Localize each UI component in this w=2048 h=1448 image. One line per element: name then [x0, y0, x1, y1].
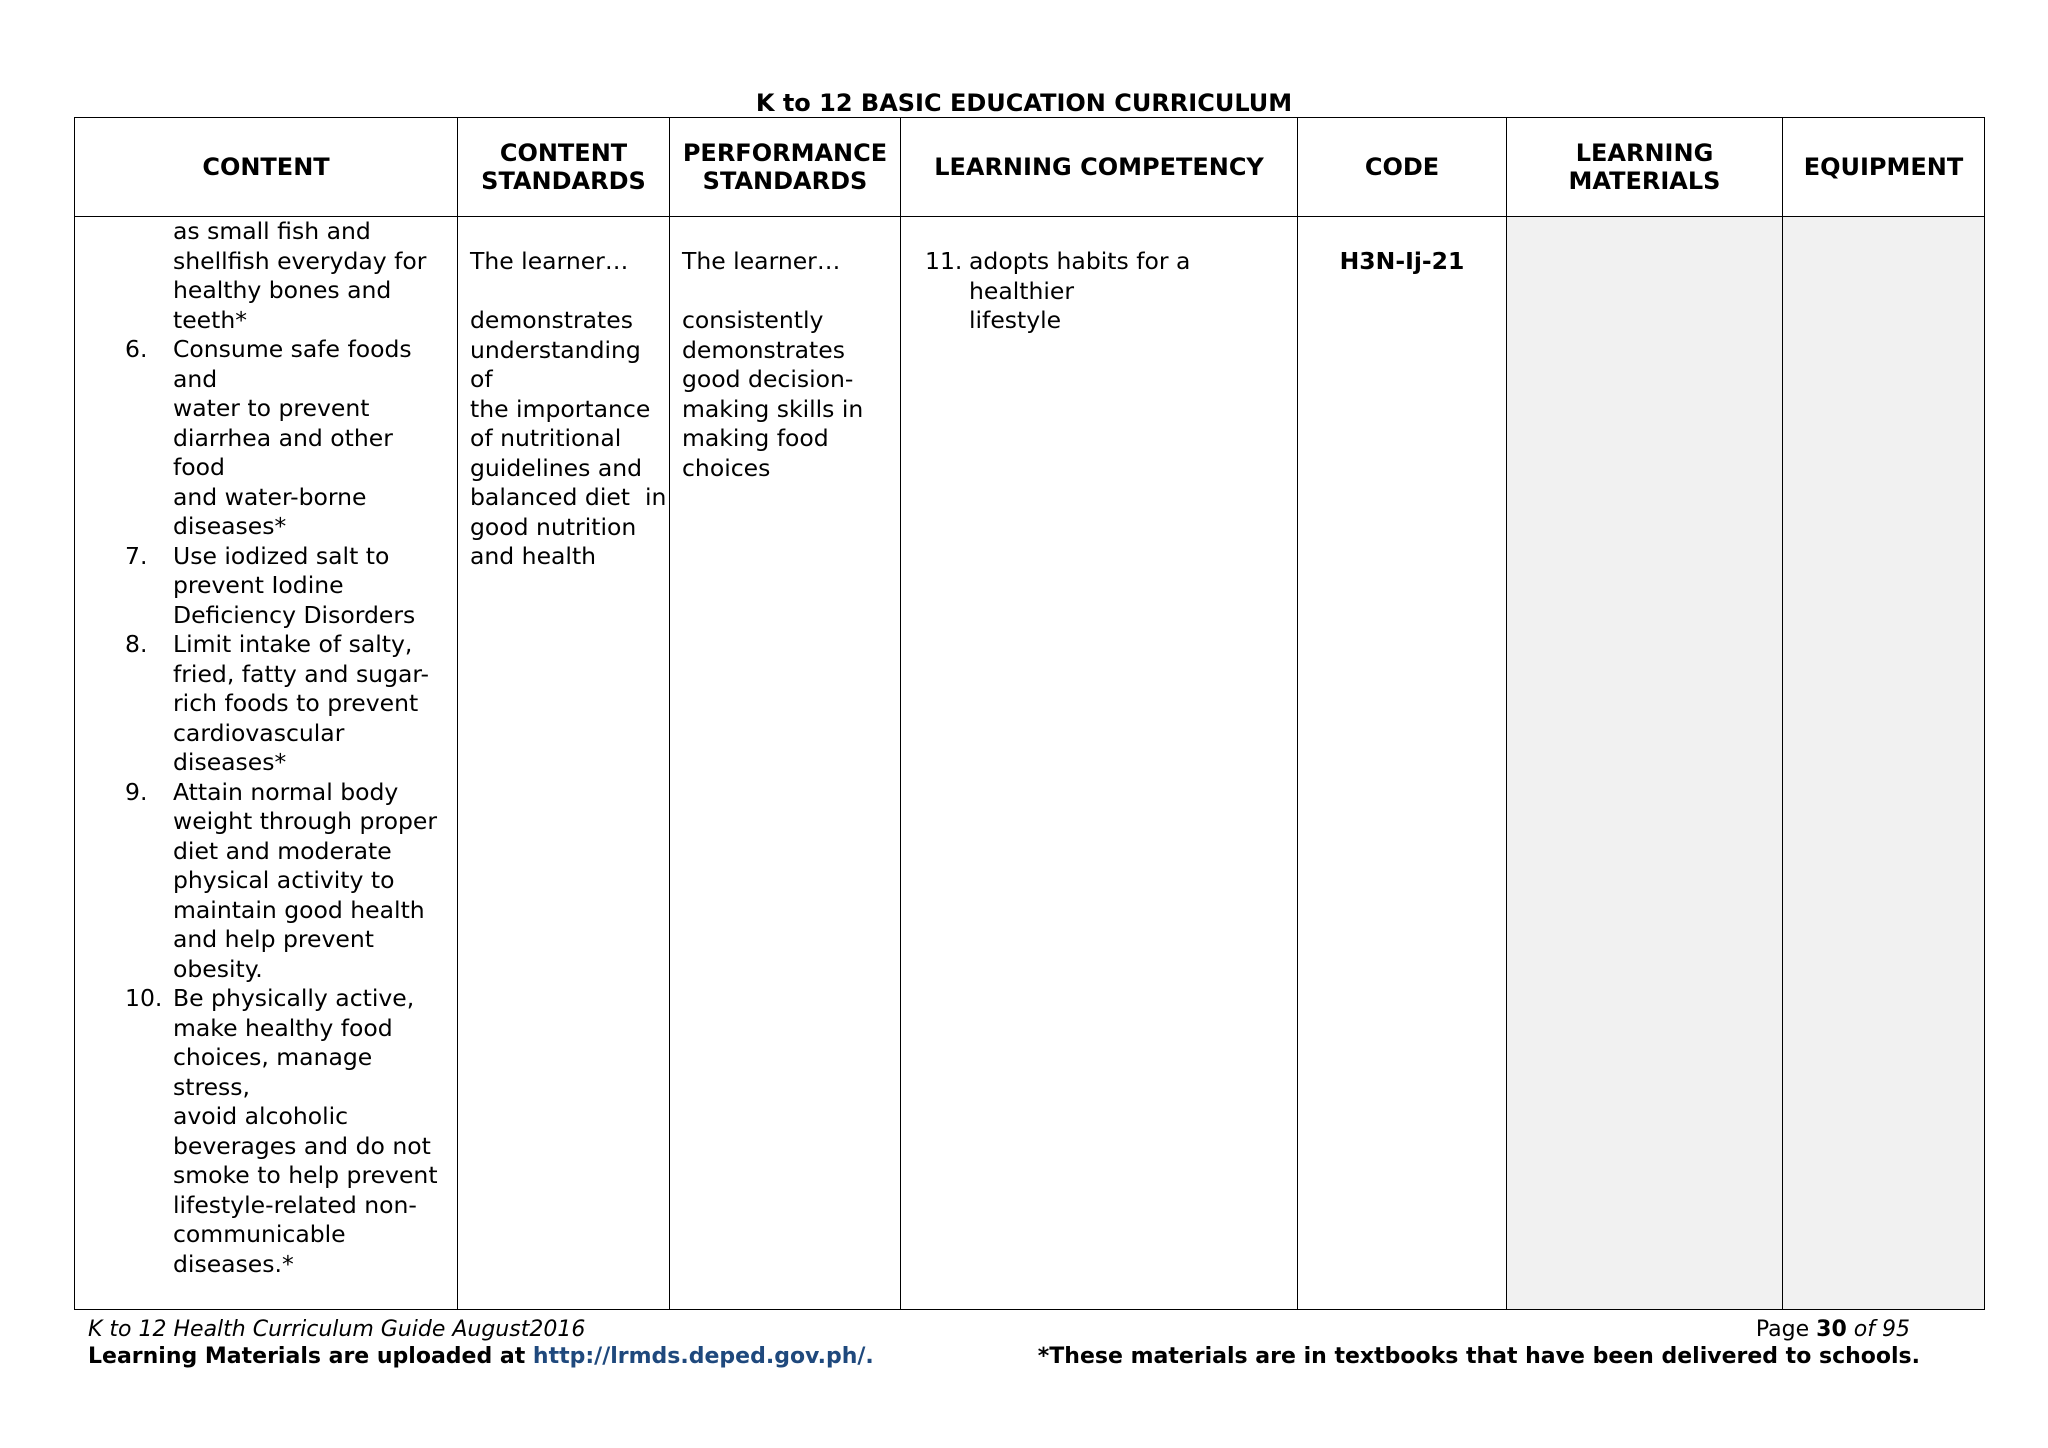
- content-standards-line: good nutrition: [470, 512, 637, 541]
- header-learning-materials-line1: LEARNING: [1575, 139, 1714, 167]
- learning-competency-cell: [901, 217, 1298, 1310]
- content-line: make healthy food: [173, 1013, 393, 1042]
- content-line: beverages and do not: [173, 1131, 431, 1160]
- list-item: [125, 335, 449, 542]
- header-learning-materials-line2: MATERIALS: [1568, 167, 1721, 195]
- content-line: smoke to help prevent: [173, 1161, 438, 1189]
- content-line: Deficiency Disorders: [173, 600, 416, 629]
- curriculum-table: [74, 117, 1985, 1310]
- content-line: water to prevent: [173, 394, 370, 422]
- performance-standards-lead: The learner…: [682, 247, 841, 275]
- content-line: Attain normal body: [173, 777, 399, 806]
- content-continuation: [173, 217, 449, 335]
- header-content: CONTENT: [75, 118, 458, 217]
- table-row: [75, 217, 1985, 1310]
- list-item-number: 8.: [125, 630, 148, 658]
- header-performance-standards-line2: STANDARDS: [702, 167, 868, 195]
- content-line: teeth*: [173, 305, 247, 334]
- header-content-standards: [458, 118, 670, 217]
- page-label: Page: [1755, 1317, 1810, 1342]
- content-line: Be physically active,: [173, 984, 415, 1012]
- content-line: and water-borne: [173, 482, 367, 511]
- footer-upload-text: Learning Materials are uploaded at: [88, 1344, 526, 1369]
- footer-guide-title: K to 12 Health Curriculum Guide August2016: [88, 1317, 586, 1342]
- content-line: maintain good health: [173, 895, 425, 924]
- content-standards-lead: The learner…: [470, 247, 629, 275]
- content-standards-line: guidelines and: [470, 453, 643, 482]
- content-line: shellfish everyday for: [173, 246, 427, 275]
- performance-standards-line: demonstrates: [682, 335, 845, 364]
- page-current: 30: [1816, 1317, 1847, 1342]
- content-line: fried, fatty and sugar-: [173, 659, 430, 688]
- content-line: Limit intake of salty,: [173, 630, 413, 658]
- performance-standards-cell: [670, 217, 901, 1310]
- page-number: [1756, 1316, 1910, 1343]
- equipment-cell: [1783, 217, 1985, 1310]
- content-line: lifestyle-related non-: [173, 1190, 417, 1219]
- list-item-number: 9.: [125, 777, 148, 806]
- list-item: [125, 984, 449, 1279]
- performance-standards-line: good decision-: [682, 365, 854, 393]
- competency-line: lifestyle: [969, 306, 1062, 334]
- content-standards-line: and health: [470, 542, 597, 570]
- content-line: Use iodized salt to: [173, 541, 390, 570]
- header-learning-materials: [1507, 118, 1783, 217]
- performance-standards-line: making food: [682, 424, 829, 452]
- header-content-standards-line2: STANDARDS: [481, 167, 646, 195]
- header-performance-standards: [670, 118, 901, 217]
- header-content-standards-line1: CONTENT: [499, 139, 628, 167]
- list-item-number: 6.: [125, 335, 148, 363]
- content-line: cardiovascular diseases*: [173, 718, 345, 776]
- competency-line: adopts habits for a healthier: [969, 247, 1191, 305]
- header-code: CODE: [1298, 118, 1507, 217]
- content-standards-line: the importance: [470, 394, 651, 423]
- content-standards-line: balanced diet in: [470, 483, 667, 511]
- list-item-number: 7.: [125, 541, 148, 570]
- performance-standards-line: consistently: [682, 306, 824, 334]
- list-item: [125, 630, 449, 778]
- content-line: diseases.*: [173, 1249, 294, 1278]
- content-line: prevent Iodine: [173, 571, 344, 599]
- content-line: obesity.: [173, 954, 263, 983]
- performance-standards-line: making skills in: [682, 394, 864, 423]
- content-standards-line: demonstrates: [470, 306, 633, 334]
- document-title: K to 12 BASIC EDUCATION CURRICULUM: [755, 89, 1293, 117]
- page-total: of 95: [1853, 1317, 1910, 1342]
- content-list: [125, 335, 449, 1279]
- content-line: Consume safe foods and: [173, 335, 412, 393]
- competency-number: 11.: [925, 247, 963, 275]
- content-line: as small fish and: [173, 217, 371, 245]
- list-item: [125, 778, 449, 985]
- content-line: and help prevent: [173, 925, 374, 953]
- content-standards-line: understanding of: [470, 335, 641, 393]
- footer-guide-line: [88, 1316, 1910, 1343]
- content-line: communicable: [173, 1220, 346, 1248]
- header-row: [75, 118, 1985, 217]
- content-line: rich foods to prevent: [173, 689, 419, 717]
- footer-upload-link[interactable]: http://lrmds.deped.gov.ph/.: [532, 1344, 874, 1369]
- header-performance-standards-line1: PERFORMANCE: [682, 139, 888, 167]
- content-line: choices, manage stress,: [173, 1043, 373, 1101]
- content-line: avoid alcoholic: [173, 1102, 349, 1130]
- content-standards-cell: [458, 217, 670, 1310]
- header-equipment: EQUIPMENT: [1783, 118, 1985, 217]
- content-line: diet and moderate: [173, 836, 392, 865]
- content-line: diarrhea and other food: [173, 423, 393, 481]
- competency-item: [925, 247, 1287, 336]
- content-line: diseases*: [173, 512, 287, 540]
- content-cell: [75, 217, 458, 1310]
- code-cell: H3N-Ij-21: [1298, 217, 1507, 1310]
- content-line: physical activity to: [173, 866, 395, 894]
- content-line: healthy bones and: [173, 276, 392, 304]
- header-learning-competency: LEARNING COMPETENCY: [901, 118, 1298, 217]
- footer-textbook-note: *These materials are in textbooks that have been delivered to schools.: [1037, 1344, 1920, 1369]
- content-line: weight through proper: [173, 807, 437, 835]
- learning-materials-cell: [1507, 217, 1783, 1310]
- content-standards-line: of nutritional: [470, 424, 622, 452]
- list-item-number: 10.: [125, 984, 163, 1012]
- performance-standards-line: choices: [682, 453, 771, 482]
- footer-note-line: [88, 1343, 1920, 1370]
- list-item: [125, 542, 449, 631]
